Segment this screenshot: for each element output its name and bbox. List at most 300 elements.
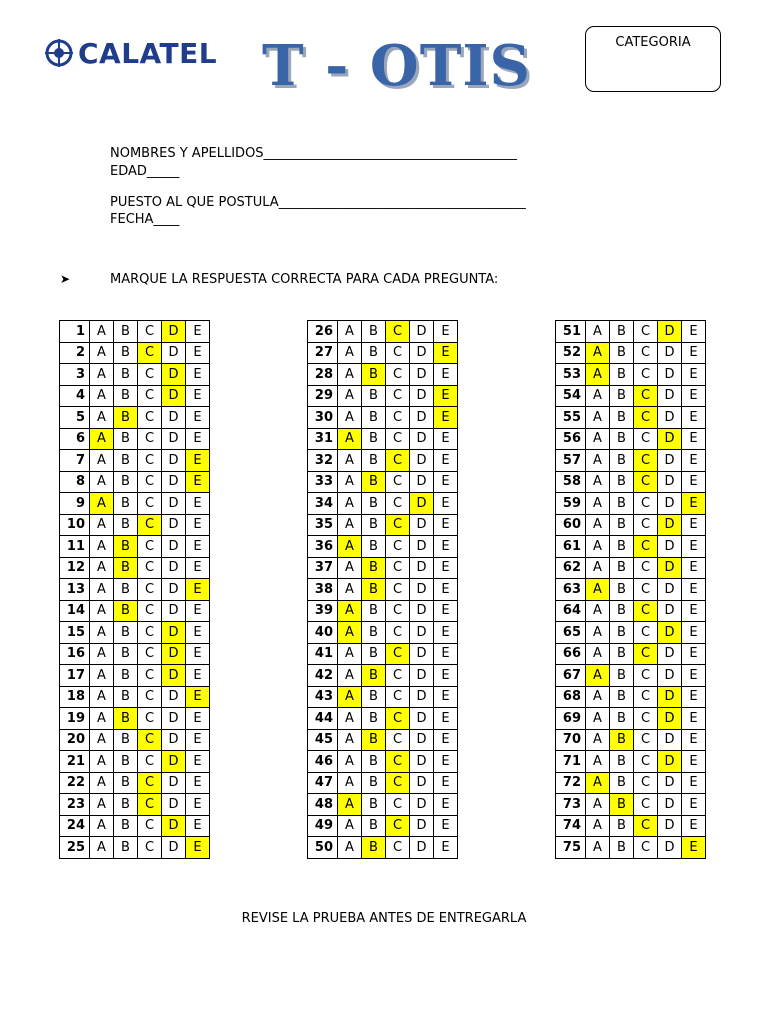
option-b[interactable]: B [610,686,634,708]
option-b[interactable]: B [114,600,138,622]
option-a[interactable]: A [90,600,114,622]
option-c[interactable]: C [386,514,410,536]
option-a[interactable]: A [338,471,362,493]
option-b[interactable]: B [610,536,634,558]
option-e[interactable]: E [682,321,706,343]
option-c[interactable]: C [634,536,658,558]
option-a[interactable]: A [586,450,610,472]
option-e[interactable]: E [682,815,706,837]
option-a[interactable]: A [90,751,114,773]
option-b[interactable]: B [610,837,634,859]
option-e[interactable]: E [186,514,210,536]
option-e[interactable]: E [434,837,458,859]
option-c[interactable]: C [138,622,162,644]
option-a[interactable]: A [586,794,610,816]
option-c[interactable]: C [138,708,162,730]
option-a[interactable]: A [90,364,114,386]
option-d[interactable]: D [162,579,186,601]
option-b[interactable]: B [114,364,138,386]
option-c[interactable]: C [138,815,162,837]
option-c[interactable]: C [386,493,410,515]
option-e[interactable]: E [434,450,458,472]
option-b[interactable]: B [362,364,386,386]
option-d[interactable]: D [658,622,682,644]
option-a[interactable]: A [586,708,610,730]
option-b[interactable]: B [610,751,634,773]
option-b[interactable]: B [114,665,138,687]
option-a[interactable]: A [90,729,114,751]
option-e[interactable]: E [682,708,706,730]
option-e[interactable]: E [186,708,210,730]
option-d[interactable]: D [410,407,434,429]
option-d[interactable]: D [658,794,682,816]
option-e[interactable]: E [682,450,706,472]
option-a[interactable]: A [90,385,114,407]
option-b[interactable]: B [610,794,634,816]
option-e[interactable]: E [186,600,210,622]
option-b[interactable]: B [362,471,386,493]
option-d[interactable]: D [410,579,434,601]
option-a[interactable]: A [90,665,114,687]
option-d[interactable]: D [162,450,186,472]
option-e[interactable]: E [186,428,210,450]
option-c[interactable]: C [138,536,162,558]
option-b[interactable]: B [610,557,634,579]
option-a[interactable]: A [338,342,362,364]
option-a[interactable]: A [338,536,362,558]
option-e[interactable]: E [434,342,458,364]
option-b[interactable]: B [114,643,138,665]
option-a[interactable]: A [338,364,362,386]
option-e[interactable]: E [186,450,210,472]
option-a[interactable]: A [586,686,610,708]
option-e[interactable]: E [434,751,458,773]
option-d[interactable]: D [162,364,186,386]
option-d[interactable]: D [658,385,682,407]
option-d[interactable]: D [162,600,186,622]
option-d[interactable]: D [658,450,682,472]
option-e[interactable]: E [186,665,210,687]
option-a[interactable]: A [338,622,362,644]
option-c[interactable]: C [138,772,162,794]
option-c[interactable]: C [138,407,162,429]
option-d[interactable]: D [162,751,186,773]
option-e[interactable]: E [682,342,706,364]
option-c[interactable]: C [138,514,162,536]
option-c[interactable]: C [138,837,162,859]
option-b[interactable]: B [362,600,386,622]
option-d[interactable]: D [658,708,682,730]
option-a[interactable]: A [338,557,362,579]
option-d[interactable]: D [410,751,434,773]
option-a[interactable]: A [586,321,610,343]
option-e[interactable]: E [434,643,458,665]
option-b[interactable]: B [114,385,138,407]
option-a[interactable]: A [586,428,610,450]
option-e[interactable]: E [186,815,210,837]
option-e[interactable]: E [682,514,706,536]
option-a[interactable]: A [586,514,610,536]
option-a[interactable]: A [90,579,114,601]
option-c[interactable]: C [634,815,658,837]
option-b[interactable]: B [362,493,386,515]
option-e[interactable]: E [682,385,706,407]
option-d[interactable]: D [410,428,434,450]
option-c[interactable]: C [386,536,410,558]
option-b[interactable]: B [362,622,386,644]
option-b[interactable]: B [362,321,386,343]
fecha-field[interactable]: FECHA____ [110,212,180,227]
option-d[interactable]: D [162,321,186,343]
option-a[interactable]: A [586,837,610,859]
option-e[interactable]: E [186,751,210,773]
option-b[interactable]: B [362,751,386,773]
option-e[interactable]: E [434,407,458,429]
option-d[interactable]: D [658,815,682,837]
option-c[interactable]: C [386,364,410,386]
option-c[interactable]: C [634,428,658,450]
option-d[interactable]: D [410,815,434,837]
option-b[interactable]: B [362,536,386,558]
option-a[interactable]: A [90,837,114,859]
option-c[interactable]: C [634,493,658,515]
option-b[interactable]: B [114,450,138,472]
option-b[interactable]: B [362,407,386,429]
option-b[interactable]: B [610,708,634,730]
option-d[interactable]: D [410,622,434,644]
option-e[interactable]: E [682,751,706,773]
option-d[interactable]: D [162,643,186,665]
option-d[interactable]: D [162,557,186,579]
option-a[interactable]: A [90,708,114,730]
option-a[interactable]: A [338,450,362,472]
option-e[interactable]: E [434,686,458,708]
option-b[interactable]: B [362,665,386,687]
option-b[interactable]: B [610,450,634,472]
option-a[interactable]: A [338,493,362,515]
option-d[interactable]: D [658,321,682,343]
option-a[interactable]: A [338,708,362,730]
option-e[interactable]: E [682,407,706,429]
option-e[interactable]: E [682,729,706,751]
option-e[interactable]: E [434,665,458,687]
option-e[interactable]: E [186,794,210,816]
option-d[interactable]: D [410,729,434,751]
option-d[interactable]: D [410,364,434,386]
option-c[interactable]: C [634,643,658,665]
option-b[interactable]: B [610,815,634,837]
option-b[interactable]: B [610,493,634,515]
option-b[interactable]: B [362,579,386,601]
option-a[interactable]: A [338,428,362,450]
option-d[interactable]: D [162,536,186,558]
option-b[interactable]: B [114,342,138,364]
option-c[interactable]: C [386,729,410,751]
option-a[interactable]: A [586,557,610,579]
option-a[interactable]: A [338,665,362,687]
option-d[interactable]: D [658,428,682,450]
option-d[interactable]: D [410,665,434,687]
option-d[interactable]: D [410,493,434,515]
option-b[interactable]: B [362,557,386,579]
option-d[interactable]: D [658,493,682,515]
option-b[interactable]: B [362,643,386,665]
option-c[interactable]: C [138,794,162,816]
option-b[interactable]: B [114,428,138,450]
option-d[interactable]: D [658,557,682,579]
option-d[interactable]: D [410,536,434,558]
option-b[interactable]: B [114,514,138,536]
option-e[interactable]: E [434,579,458,601]
option-d[interactable]: D [162,772,186,794]
option-b[interactable]: B [114,794,138,816]
option-a[interactable]: A [338,407,362,429]
option-d[interactable]: D [410,772,434,794]
option-c[interactable]: C [138,321,162,343]
option-b[interactable]: B [114,772,138,794]
option-a[interactable]: A [338,579,362,601]
option-b[interactable]: B [362,450,386,472]
option-c[interactable]: C [634,600,658,622]
option-a[interactable]: A [90,794,114,816]
option-a[interactable]: A [90,342,114,364]
option-e[interactable]: E [434,815,458,837]
option-b[interactable]: B [362,514,386,536]
option-e[interactable]: E [186,557,210,579]
option-c[interactable]: C [138,665,162,687]
edad-field[interactable]: EDAD_____ [110,164,180,179]
option-a[interactable]: A [90,514,114,536]
option-c[interactable]: C [386,643,410,665]
option-b[interactable]: B [610,622,634,644]
option-b[interactable]: B [610,428,634,450]
option-a[interactable]: A [586,471,610,493]
option-a[interactable]: A [586,622,610,644]
option-b[interactable]: B [610,385,634,407]
option-e[interactable]: E [186,772,210,794]
option-c[interactable]: C [634,471,658,493]
option-c[interactable]: C [138,686,162,708]
option-e[interactable]: E [434,772,458,794]
option-e[interactable]: E [434,557,458,579]
option-d[interactable]: D [658,686,682,708]
option-a[interactable]: A [338,751,362,773]
option-b[interactable]: B [362,342,386,364]
option-d[interactable]: D [658,471,682,493]
option-b[interactable]: B [610,600,634,622]
option-e[interactable]: E [186,385,210,407]
option-c[interactable]: C [386,837,410,859]
option-a[interactable]: A [90,686,114,708]
option-e[interactable]: E [434,514,458,536]
option-c[interactable]: C [138,600,162,622]
option-b[interactable]: B [114,622,138,644]
option-e[interactable]: E [186,471,210,493]
option-e[interactable]: E [186,643,210,665]
option-e[interactable]: E [682,686,706,708]
option-e[interactable]: E [434,708,458,730]
option-d[interactable]: D [658,729,682,751]
option-e[interactable]: E [186,342,210,364]
option-b[interactable]: B [114,579,138,601]
option-d[interactable]: D [658,536,682,558]
option-b[interactable]: B [362,428,386,450]
option-c[interactable]: C [634,385,658,407]
option-e[interactable]: E [186,493,210,515]
option-e[interactable]: E [682,622,706,644]
option-e[interactable]: E [434,471,458,493]
categoria-box[interactable] [585,26,721,92]
option-a[interactable]: A [90,450,114,472]
option-d[interactable]: D [162,471,186,493]
option-b[interactable]: B [114,493,138,515]
option-e[interactable]: E [682,536,706,558]
option-c[interactable]: C [386,450,410,472]
option-a[interactable]: A [586,579,610,601]
option-a[interactable]: A [586,665,610,687]
option-e[interactable]: E [682,837,706,859]
option-e[interactable]: E [434,729,458,751]
option-e[interactable]: E [682,364,706,386]
option-d[interactable]: D [658,600,682,622]
option-c[interactable]: C [138,450,162,472]
option-b[interactable]: B [114,536,138,558]
option-e[interactable]: E [186,536,210,558]
option-d[interactable]: D [410,600,434,622]
option-e[interactable]: E [434,536,458,558]
option-c[interactable]: C [138,493,162,515]
option-e[interactable]: E [186,579,210,601]
option-a[interactable]: A [586,364,610,386]
option-a[interactable]: A [338,514,362,536]
option-e[interactable]: E [682,665,706,687]
option-d[interactable]: D [658,364,682,386]
option-c[interactable]: C [386,385,410,407]
option-d[interactable]: D [410,837,434,859]
option-a[interactable]: A [338,321,362,343]
option-d[interactable]: D [410,686,434,708]
option-a[interactable]: A [338,686,362,708]
option-d[interactable]: D [658,643,682,665]
option-d[interactable]: D [658,514,682,536]
option-c[interactable]: C [386,622,410,644]
option-c[interactable]: C [634,708,658,730]
option-e[interactable]: E [434,493,458,515]
option-a[interactable]: A [586,751,610,773]
option-a[interactable]: A [338,837,362,859]
option-d[interactable]: D [162,514,186,536]
option-e[interactable]: E [682,428,706,450]
option-c[interactable]: C [634,450,658,472]
option-e[interactable]: E [186,622,210,644]
option-a[interactable]: A [338,600,362,622]
option-c[interactable]: C [386,600,410,622]
option-a[interactable]: A [338,772,362,794]
option-b[interactable]: B [114,751,138,773]
option-c[interactable]: C [138,579,162,601]
option-a[interactable]: A [586,536,610,558]
option-b[interactable]: B [114,708,138,730]
option-e[interactable]: E [186,407,210,429]
option-a[interactable]: A [90,557,114,579]
option-a[interactable]: A [90,471,114,493]
option-d[interactable]: D [162,837,186,859]
option-e[interactable]: E [434,364,458,386]
option-c[interactable]: C [634,772,658,794]
option-b[interactable]: B [610,579,634,601]
option-c[interactable]: C [138,729,162,751]
option-b[interactable]: B [114,815,138,837]
option-a[interactable]: A [338,385,362,407]
option-d[interactable]: D [162,686,186,708]
option-e[interactable]: E [186,729,210,751]
option-e[interactable]: E [186,686,210,708]
option-c[interactable]: C [386,815,410,837]
option-c[interactable]: C [634,686,658,708]
option-c[interactable]: C [138,751,162,773]
option-b[interactable]: B [114,557,138,579]
option-a[interactable]: A [586,815,610,837]
option-c[interactable]: C [386,686,410,708]
option-d[interactable]: D [658,579,682,601]
option-c[interactable]: C [386,321,410,343]
option-e[interactable]: E [434,794,458,816]
option-e[interactable]: E [682,557,706,579]
option-d[interactable]: D [658,407,682,429]
nombres-field[interactable]: NOMBRES Y APELLIDOS_______________________________________ [110,146,518,161]
option-a[interactable]: A [338,729,362,751]
option-e[interactable]: E [186,364,210,386]
option-a[interactable]: A [90,622,114,644]
option-b[interactable]: B [610,729,634,751]
option-b[interactable]: B [610,514,634,536]
option-e[interactable]: E [682,794,706,816]
option-c[interactable]: C [386,428,410,450]
option-a[interactable]: A [90,407,114,429]
option-d[interactable]: D [410,471,434,493]
option-d[interactable]: D [410,450,434,472]
option-d[interactable]: D [658,837,682,859]
option-b[interactable]: B [610,772,634,794]
option-b[interactable]: B [362,772,386,794]
option-c[interactable]: C [386,471,410,493]
option-a[interactable]: A [586,772,610,794]
option-b[interactable]: B [610,321,634,343]
option-d[interactable]: D [162,665,186,687]
option-d[interactable]: D [658,751,682,773]
option-d[interactable]: D [162,815,186,837]
option-a[interactable]: A [90,493,114,515]
option-b[interactable]: B [610,407,634,429]
option-e[interactable]: E [682,471,706,493]
option-d[interactable]: D [410,708,434,730]
option-d[interactable]: D [162,622,186,644]
option-c[interactable]: C [634,407,658,429]
option-e[interactable]: E [434,321,458,343]
option-b[interactable]: B [114,837,138,859]
option-b[interactable]: B [362,385,386,407]
option-b[interactable]: B [114,686,138,708]
option-c[interactable]: C [634,579,658,601]
option-c[interactable]: C [634,364,658,386]
option-e[interactable]: E [682,600,706,622]
option-c[interactable]: C [386,557,410,579]
option-c[interactable]: C [138,364,162,386]
option-c[interactable]: C [634,729,658,751]
option-e[interactable]: E [682,772,706,794]
option-b[interactable]: B [362,729,386,751]
option-b[interactable]: B [114,407,138,429]
